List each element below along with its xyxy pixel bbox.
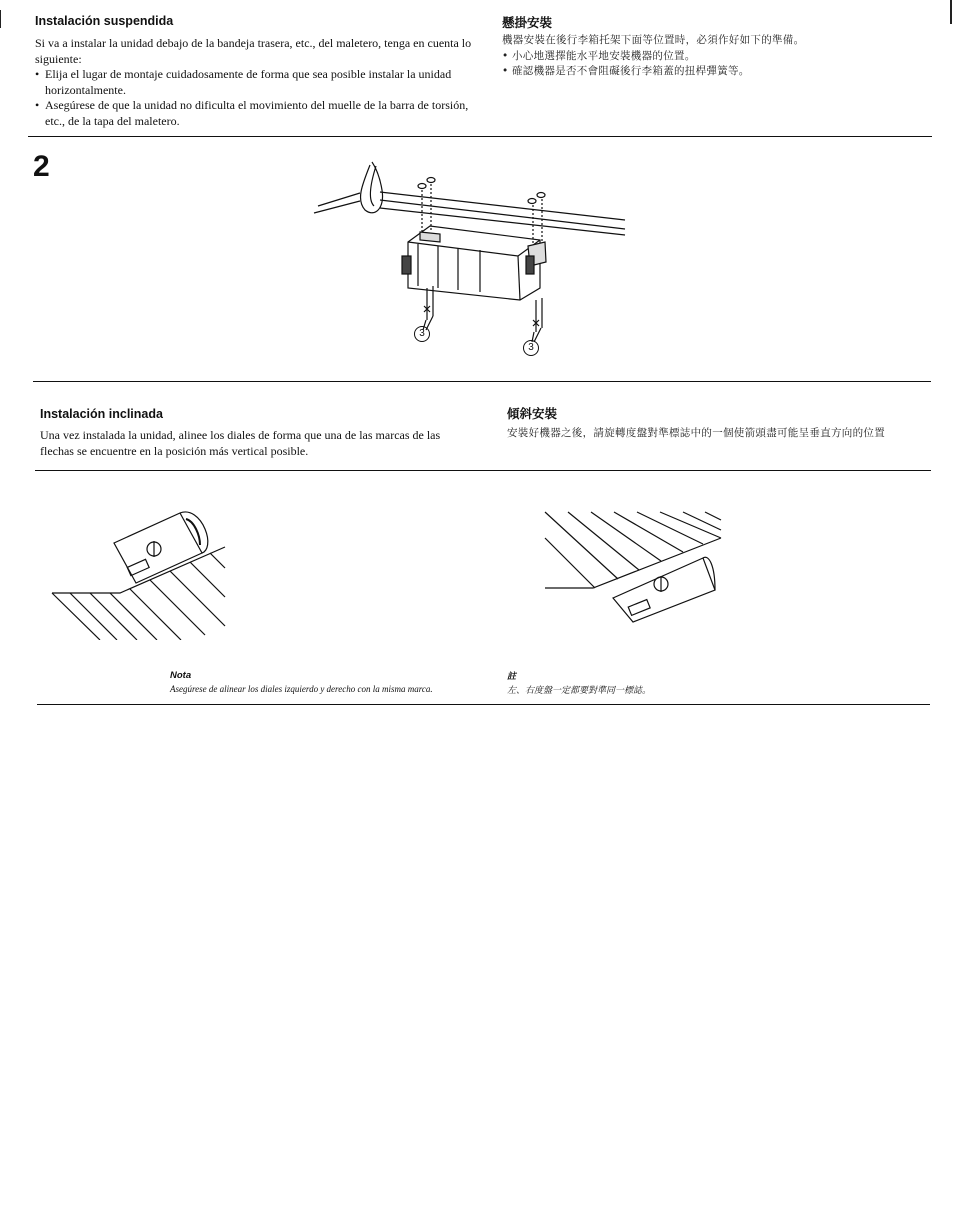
list-item: • 小心地選擇能水平地安裝機器的位置。 (502, 49, 922, 65)
divider (33, 381, 931, 382)
suspended-text-zh (502, 33, 922, 80)
note-text-zh: 左、右度盤一定都要對準同一標誌。 (507, 686, 652, 696)
inclined-text-es: Una vez instalada la unidad, alinee los diales de forma que una de las marcas de las flechas se encuentre en la posición más vertical posible. (40, 428, 441, 458)
divider (28, 136, 932, 137)
callout-3-right (523, 340, 539, 356)
suspended-intro-zh: 機器安裝在後行李箱托架下面等位置時，必須作好如下的準備。 (502, 34, 805, 46)
divider (35, 470, 931, 471)
inclined-mount-illustration-right (543, 510, 723, 630)
inclined-mount-illustration-left (50, 505, 230, 640)
suspended-intro-es: Si va a instalar la unidad debajo de la bandeja trasera, etc., del maletero, tenga en cuenta lo siguiente: (35, 36, 472, 66)
suspended-bullets-zh (502, 49, 922, 80)
note-heading-es: Nota (170, 670, 192, 681)
suspended-mount-illustration (290, 160, 640, 365)
note-heading-zh: 註 (507, 672, 517, 682)
heading-inclined-zh: 傾斜安裝 (507, 406, 558, 421)
right-margin-mark (950, 0, 952, 24)
note-text-es: Asegúrese de alinear los diales izquierdo y derecho con la misma marca. (170, 684, 433, 694)
callout-label: 3 (528, 342, 534, 353)
suspended-bullets-es (35, 67, 475, 129)
inclined-text-zh: 安裝好機器之後，請旋轉度盤對準標誌中的一個使箭頭盡可能呈垂直方向的位置 (507, 427, 885, 439)
suspended-text-es (35, 36, 475, 129)
divider (37, 704, 930, 705)
callout-label: 3 (419, 328, 425, 339)
left-margin-mark (0, 10, 1, 28)
list-item: • Asegúrese de que la unidad no dificulta el movimiento del muelle de la barra de torsión, etc., de la tapa del maletero. (35, 98, 475, 129)
list-item: • Elija el lugar de montaje cuidadosamente de forma que sea posible instalar la unidad horizontalmente. (35, 67, 475, 98)
heading-inclined-es: Instalación inclinada (40, 407, 163, 421)
heading-suspended-zh: 懸掛安裝 (502, 15, 553, 30)
callout-3-left (414, 326, 430, 342)
heading-suspended-es: Instalación suspendida (35, 14, 174, 28)
step-number: 2 (33, 150, 50, 183)
list-item: • 確認機器是否不會阻礙後行李箱蓋的扭桿彈簧等。 (502, 64, 922, 80)
